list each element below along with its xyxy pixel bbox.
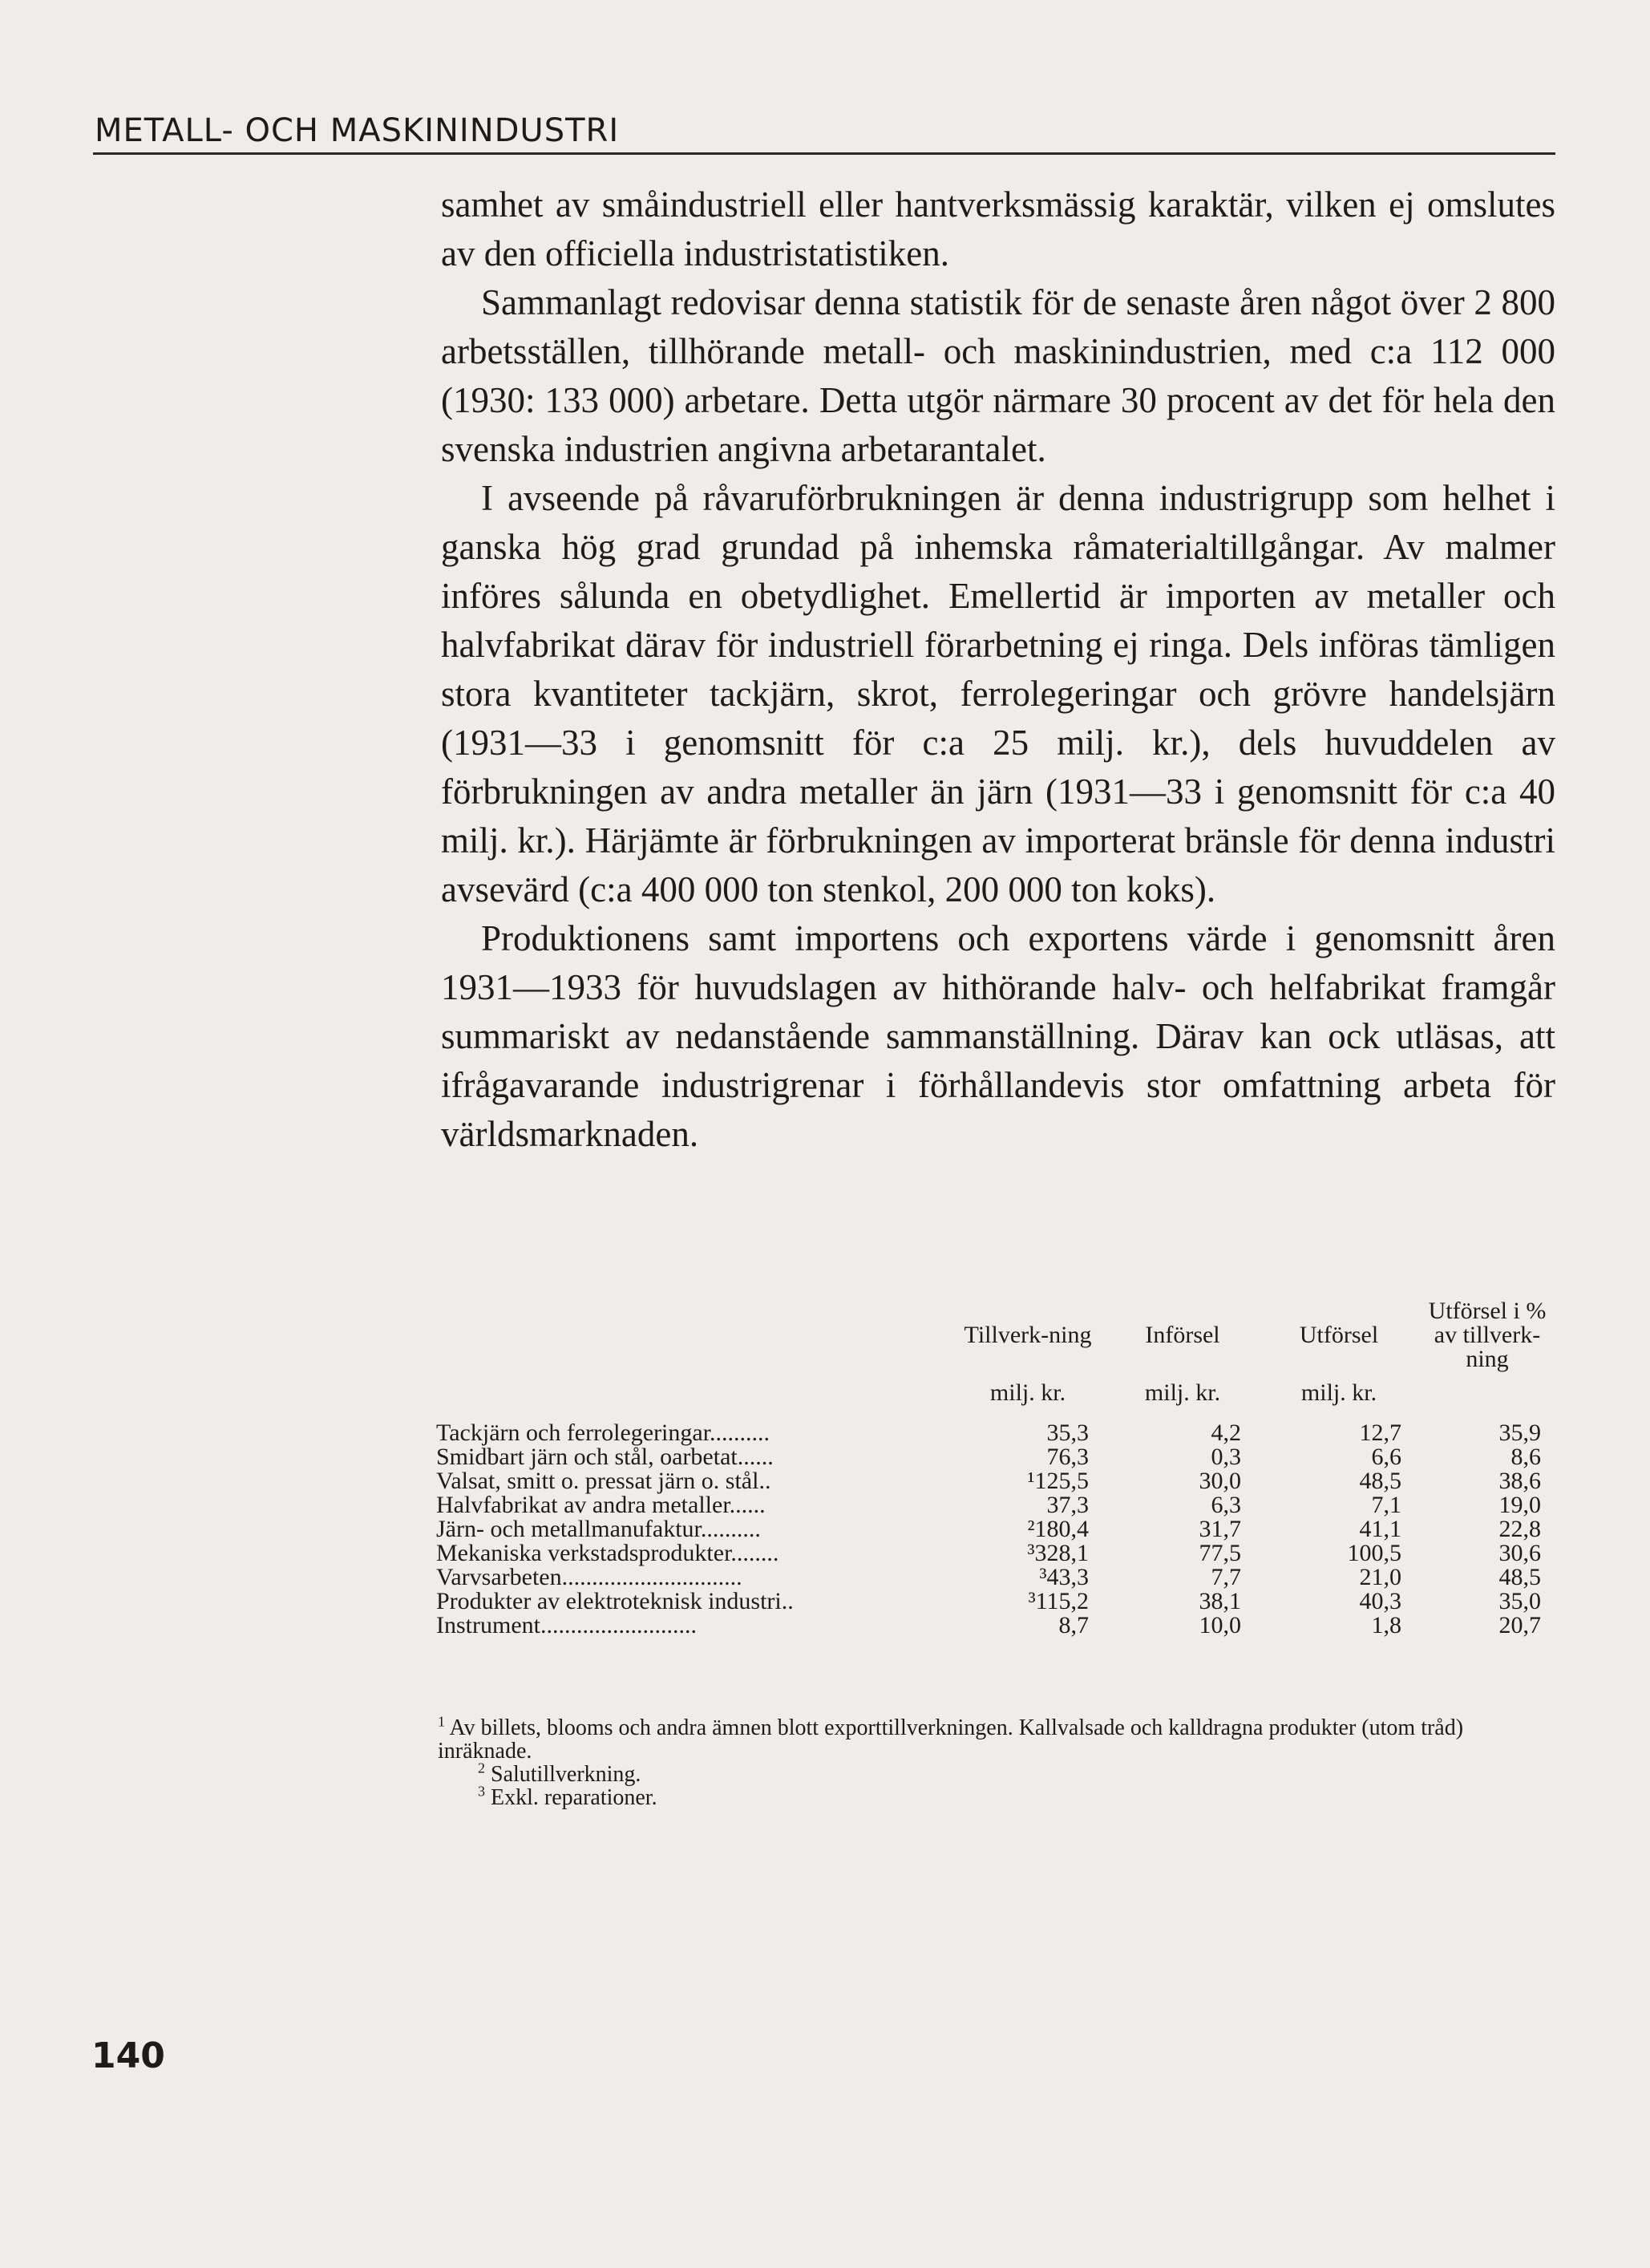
paragraph-2: Sammanlagt redovisar denna statistik för de senaste åren något över 2 800 arbetsställen, tillhörande metall- och maskinindustrien, med c:a 112 000 (1930: 133 000) arbetare. Detta utgör närmare 30 procent av det för hela den svenska industrien angivna arbetarantalet. <box>441 282 1555 469</box>
cell-exports: 100,5 <box>1347 1540 1401 1566</box>
table-row <box>436 1565 1555 1590</box>
row-leader-dots: .......................... <box>540 1612 697 1638</box>
table-row <box>436 1469 1555 1493</box>
table-row <box>436 1493 1555 1517</box>
row-label-text: Mekaniska verkstadsprodukter <box>436 1540 731 1566</box>
cell-production: ¹125,5 <box>1027 1468 1089 1494</box>
cell-export-share: 30,6 <box>1498 1540 1541 1566</box>
row-label-text: Halvfabrikat av andra metaller <box>436 1492 730 1518</box>
row-label <box>436 1445 949 1469</box>
footnote-1 <box>438 1713 1555 1764</box>
cell-imports: 0,3 <box>1211 1444 1241 1470</box>
header-label-column <box>436 1299 949 1371</box>
cell-production: 37,3 <box>1046 1492 1089 1518</box>
unit-production: milj. kr. <box>989 1379 1066 1406</box>
row-label <box>436 1493 949 1517</box>
cell-imports: 6,3 <box>1211 1492 1241 1518</box>
cell-exports: 12,7 <box>1359 1420 1401 1446</box>
row-label <box>436 1590 949 1614</box>
table-row <box>436 1614 1555 1638</box>
table-row <box>436 1590 1555 1614</box>
table-header-row <box>436 1299 1555 1371</box>
body-text <box>441 180 1555 1159</box>
row-label-text: Varvsarbeten <box>436 1564 562 1590</box>
cell-imports: 10,0 <box>1199 1612 1241 1638</box>
row-label <box>436 1421 949 1445</box>
row-label-text: Tackjärn och ferrolegeringar <box>436 1420 710 1446</box>
footnote-3-marker: 3 <box>478 1783 485 1800</box>
table-row <box>436 1517 1555 1541</box>
row-leader-dots: .......... <box>710 1420 770 1446</box>
cell-imports: 38,1 <box>1199 1588 1241 1614</box>
cell-exports: 40,3 <box>1359 1588 1401 1614</box>
row-label <box>436 1469 949 1493</box>
footnote-3 <box>438 1783 1555 1810</box>
footnote-1-marker: 1 <box>438 1713 445 1730</box>
row-label-text: Produkter av elektroteknisk industri <box>436 1588 782 1614</box>
running-header: METALL- OCH MASKININDUSTRI <box>95 112 620 149</box>
unit-exports: milj. kr. <box>1300 1379 1377 1406</box>
cell-production: ³43,3 <box>1039 1564 1089 1590</box>
paragraph-4: Produktionens samt importens och exportens värde i genomsnitt åren 1931—1933 för huvudslagen av hithörande halv- och helfabrikat framgår summariskt av nedanstående sammanställning. Därav kan ock utläsas, att ifrågavarande industrigrenar i förhållandevis stor omfattning arbeta för världsmarknaden. <box>441 918 1555 1154</box>
row-label <box>436 1541 949 1565</box>
cell-production: 76,3 <box>1046 1444 1089 1470</box>
unit-imports: milj. kr. <box>1144 1379 1221 1406</box>
row-label <box>436 1614 949 1638</box>
cell-export-share: 38,6 <box>1498 1468 1541 1494</box>
cell-exports: 48,5 <box>1359 1468 1401 1494</box>
row-label <box>436 1517 949 1541</box>
header-export-share: Utförsel i % av tillverk-ning <box>1428 1298 1547 1372</box>
units-label-column <box>436 1371 949 1421</box>
footnote-3-text: Exkl. reparationer. <box>491 1785 657 1810</box>
row-label-text: Valsat, smitt o. pressat järn o. stål <box>436 1468 759 1494</box>
cell-production: ³328,1 <box>1027 1540 1089 1566</box>
cell-export-share: 35,0 <box>1498 1588 1541 1614</box>
cell-exports: 41,1 <box>1359 1516 1401 1542</box>
table-body <box>436 1421 1555 1638</box>
cell-production: 8,7 <box>1058 1612 1089 1638</box>
cell-exports: 21,0 <box>1359 1564 1401 1590</box>
footnote-2-text: Salutillverkning. <box>491 1762 641 1787</box>
row-leader-dots: ........ <box>730 1540 779 1566</box>
cell-export-share: 8,6 <box>1510 1444 1541 1470</box>
row-label <box>436 1565 949 1590</box>
cell-imports: 7,7 <box>1211 1564 1241 1590</box>
header-imports: Införsel <box>1145 1322 1220 1348</box>
header-rule <box>93 152 1555 155</box>
table-row <box>436 1541 1555 1565</box>
row-label-text: Instrument <box>436 1612 540 1638</box>
paragraph-3: I avseende på råvaruförbrukningen är denna industrigrupp som helhet i ganska hög grad grundad på inhemska råmaterialtillgångar. Av malmer införes sålunda en obetydlighet. Emellertid är importen av metaller och halvfabrikat därav för industriell förarbetning ej ringa. Dels införas tämligen stora kvantiteter tackjärn, skrot, ferrolegeringar och grövre handelsjärn (1931—33 i genomsnitt för c:a 25 milj. kr.), dels huvuddelen av förbrukningen av andra metaller än järn (1931—33 i genomsnitt för c:a 40 milj. kr.). Härjämte är förbrukningen av importerat bränsle för denna industri avsevärd (c:a 400 000 ton stenkol, 200 000 ton koks). <box>441 478 1555 909</box>
paragraph-1: samhet av småindustriell eller hantverksmässig karaktär, vilken ej omslutes av den officiella industristatistiken. <box>441 184 1555 273</box>
unit-export-share <box>1419 1371 1555 1421</box>
row-leader-dots: .. <box>758 1468 771 1494</box>
cell-imports: 77,5 <box>1199 1540 1241 1566</box>
row-label-text: Järn- och metallmanufaktur <box>436 1516 701 1542</box>
row-leader-dots: ...... <box>729 1492 766 1518</box>
table-row <box>436 1421 1555 1445</box>
row-leader-dots: .............................. <box>561 1564 742 1590</box>
footnote-1-text: Av billets, blooms och andra ämnen blott exporttillverkningen. Kallvalsade och kalldragna produkter (utom tråd) inräknade. <box>438 1715 1464 1764</box>
header-exports: Utförsel <box>1299 1322 1379 1348</box>
footnote-2 <box>438 1760 1555 1787</box>
table-units-row <box>436 1371 1555 1421</box>
cell-exports: 1,8 <box>1371 1612 1401 1638</box>
footnotes <box>438 1713 1555 1810</box>
table-row <box>436 1445 1555 1469</box>
cell-export-share: 48,5 <box>1498 1564 1541 1590</box>
row-leader-dots: ...... <box>737 1444 774 1470</box>
cell-production: ²180,4 <box>1027 1516 1089 1542</box>
cell-imports: 4,2 <box>1211 1420 1241 1446</box>
footnote-2-marker: 2 <box>478 1760 485 1776</box>
cell-exports: 6,6 <box>1371 1444 1401 1470</box>
cell-production: ³115,2 <box>1028 1588 1089 1614</box>
cell-export-share: 19,0 <box>1498 1492 1541 1518</box>
row-leader-dots: .......... <box>700 1516 761 1542</box>
cell-exports: 7,1 <box>1371 1492 1401 1518</box>
statistics-table <box>436 1299 1555 1638</box>
page-number: 140 <box>91 2035 165 2076</box>
cell-production: 35,3 <box>1046 1420 1089 1446</box>
header-production: Tillverk-ning <box>964 1322 1092 1348</box>
row-label-text: Smidbart järn och stål, oarbetat <box>436 1444 738 1470</box>
cell-export-share: 35,9 <box>1498 1420 1541 1446</box>
cell-imports: 31,7 <box>1199 1516 1241 1542</box>
cell-imports: 30,0 <box>1199 1468 1241 1494</box>
row-leader-dots: .. <box>781 1588 794 1614</box>
cell-export-share: 20,7 <box>1498 1612 1541 1638</box>
cell-export-share: 22,8 <box>1498 1516 1541 1542</box>
